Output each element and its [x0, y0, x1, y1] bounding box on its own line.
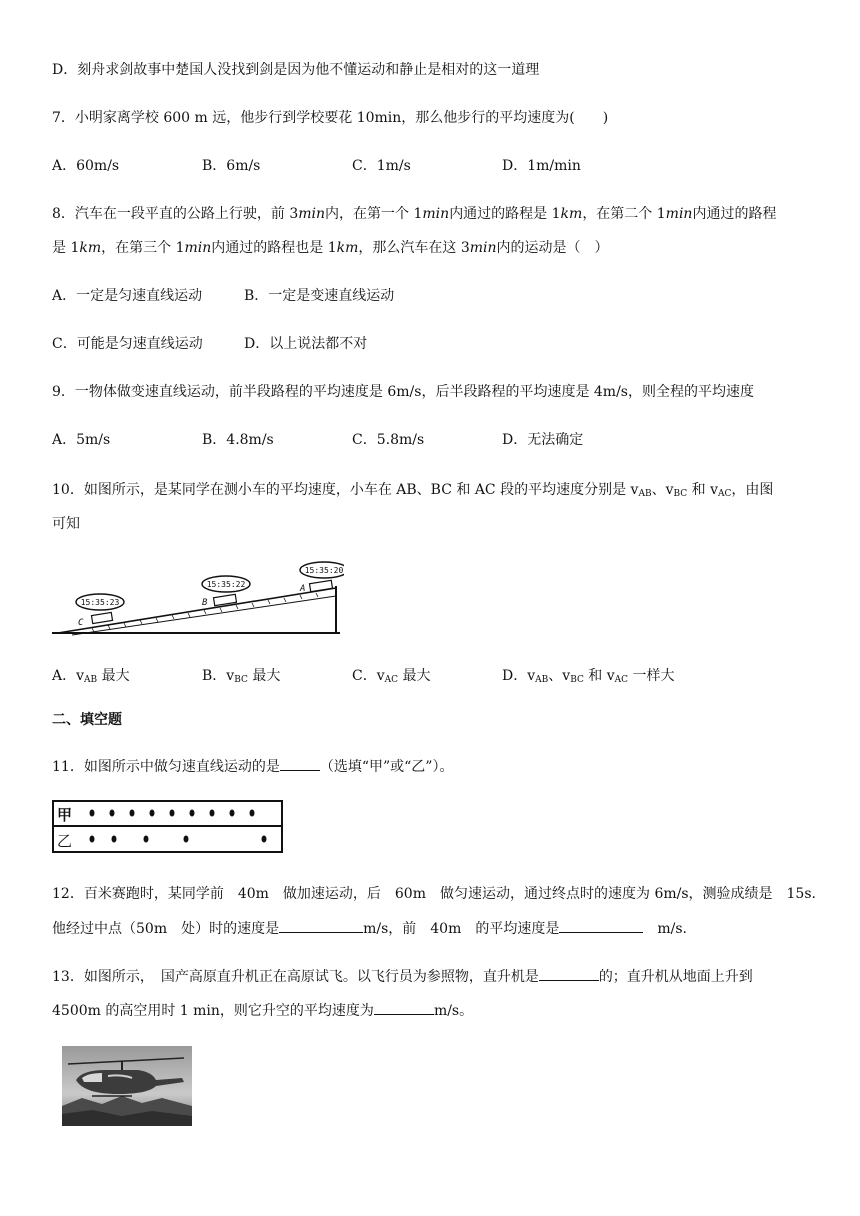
q10-option-c: C．$v_{AC}$ 最大: [352, 668, 431, 685]
q10-stem-line1: 10．如图所示，是某同学在测小车的平均速度，小车在 AB、BC 和 AC 段的平均速度分别是 $v_{AB}$、$v_{BC}$ 和 $v_{AC}$，由图: [52, 482, 774, 499]
q8-option-c: C．可能是匀速直线运动: [52, 336, 203, 352]
label-b: B: [202, 598, 208, 608]
q7-option-d: D．1m/min: [502, 158, 581, 174]
q8-option-b: B．一定是变速直线运动: [244, 288, 395, 304]
cart-c: [91, 612, 112, 623]
strip-label-yi: 乙: [57, 832, 73, 850]
q12-answer-blank-2[interactable]: [559, 918, 643, 933]
q10-option-b: B．$v_{BC}$ 最大: [202, 668, 281, 685]
clock-c-time: 15:35:23: [80, 598, 120, 607]
q9-option-a: A．5m/s: [52, 432, 111, 448]
q11-dot-figure: [52, 800, 284, 854]
clock-b-time: 15:35:22: [206, 580, 246, 589]
q8-stem-line1: 8．汽车在一段平直的公路上行驶，前 3min内，在第一个 1min内通过的路程是 1km，在第二个 1min内通过的路程: [52, 206, 777, 222]
q13-stem-line2: 4500m 的高空用时 1 min，则它升空的平均速度为 m/s。: [52, 1000, 473, 1021]
q10-option-d: D．$v_{AB}$、$v_{BC}$ 和 $v_{AC}$ 一样大: [502, 668, 675, 685]
q11-stem: 11．如图所示中做匀速直线运动的是 （选填“甲”或“乙”）。: [52, 756, 453, 777]
label-a: A: [300, 584, 306, 594]
q10-incline-figure: [52, 558, 344, 640]
q9-option-c: C．5.8m/s: [352, 432, 425, 448]
q12-stem-line2: 他经过中点（50m 处）时的速度是 m/s，前 40m 的平均速度是 m/s.: [52, 918, 687, 939]
q9-option-b: B．4.8m/s: [202, 432, 274, 448]
q6-option-d: D．刻舟求剑故事中楚国人没找到剑是因为他不懂运动和静止是相对的这一道理: [52, 62, 540, 78]
q11-answer-blank[interactable]: [280, 756, 320, 771]
q9-option-d: D．无法确定: [502, 432, 584, 448]
strip-label-jia: 甲: [57, 806, 73, 824]
clock-a-time: 15:35:20: [304, 566, 344, 575]
q8-option-a: A．一定是匀速直线运动: [52, 288, 203, 304]
label-c: C: [78, 618, 84, 628]
q7-option-a: A．60m/s: [52, 158, 120, 174]
q13-answer-blank-2[interactable]: [374, 1000, 434, 1015]
q13-stem-line1: 13．如图所示， 国产高原直升机正在高原试飞。以飞行员为参照物，直升机是 的；直升机从地面上升到: [52, 966, 753, 987]
q8-stem-line2: 是 1km，在第三个 1min内通过的路程也是 1km，那么汽车在这 3min内的运动是（ ）: [52, 240, 609, 256]
q7-stem: 7．小明家离学校 600 m 远，他步行到学校要花 10min，那么他步行的平均速度为( ): [52, 110, 609, 126]
q9-stem: 9．一物体做变速直线运动，前半段路程的平均速度是 6m/s，后半段路程的平均速度是 4m/s，则全程的平均速度: [52, 384, 754, 400]
q7-option-b: B．6m/s: [202, 158, 261, 174]
q8-option-d: D．以上说法都不对: [244, 336, 368, 352]
q10-option-a: A．$v_{AB}$ 最大: [52, 668, 130, 685]
section-heading-fill-in: 二、填空题: [52, 712, 122, 728]
cart-a: [310, 580, 333, 591]
q12-stem-line1: 12．百米赛跑时，某同学前 40m 做加速运动，后 60m 做匀速运动，通过终点时的速度为 6m/s，测验成绩是 15s.: [52, 886, 816, 902]
q12-answer-blank-1[interactable]: [279, 918, 363, 933]
q10-stem-line2: 可知: [52, 516, 80, 532]
helicopter-photo: [62, 1046, 192, 1126]
q7-option-c: C．1m/s: [352, 158, 411, 174]
q13-answer-blank-1[interactable]: [539, 966, 599, 981]
